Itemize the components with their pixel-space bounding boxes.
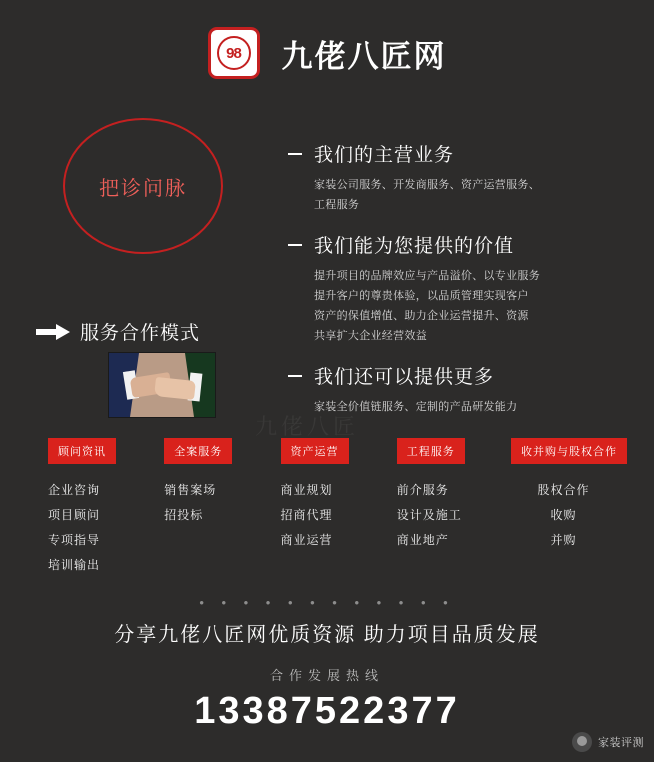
service-item-list (46, 478, 151, 578)
service-column-header: 工程服务 (397, 438, 465, 464)
service-column-header: 全案服务 (164, 438, 232, 464)
service-item: 前介服务 (396, 483, 449, 497)
service-item: 并购 (550, 533, 577, 547)
service-item: 专项指导 (48, 533, 101, 547)
service-item-list (162, 478, 267, 528)
section-line: 共享扩大企业经营效益 (314, 330, 427, 342)
circle-badge-label: 把诊问脉 (99, 177, 187, 200)
service-item: 招商代理 (280, 508, 333, 522)
dash-icon (288, 244, 302, 246)
section-title: 我们的主营业务 (314, 145, 455, 166)
footer-slogan: 分享九佬八匠网优质资源 助力项目品质发展 (114, 624, 540, 646)
section-body (314, 397, 628, 417)
section-heading (288, 231, 628, 258)
service-column-header: 资产运营 (281, 438, 349, 464)
service-mode-row (36, 318, 200, 345)
service-column-consulting (46, 438, 151, 578)
service-item: 销售案场 (164, 483, 217, 497)
section-line: 提升项目的品牌效应与产品溢价、以专业服务 (314, 270, 540, 282)
section-line: 资产的保值增值、助力企业运营提升、资源 (314, 310, 529, 322)
service-column-asset-operation (279, 438, 384, 578)
dash-icon (288, 375, 302, 377)
section-body (314, 266, 628, 346)
service-column-engineering (395, 438, 500, 578)
section-line: 提升客户的尊贵体验，以品质管理实现客户 (314, 290, 529, 302)
section-body (314, 175, 628, 215)
section-heading (288, 140, 628, 167)
credit-watermark (572, 732, 644, 752)
service-item: 商业地产 (396, 533, 449, 547)
service-item: 项目顾问 (48, 508, 101, 522)
section-more (288, 362, 628, 417)
dotted-divider: • • • • • • • • • • • • (199, 595, 455, 610)
circle-badge (63, 118, 223, 254)
service-item: 招投标 (164, 508, 204, 522)
service-item-list (279, 478, 384, 553)
section-value (288, 231, 628, 346)
service-item: 商业规划 (280, 483, 333, 497)
section-line: 家装全价值链服务、定制的产品研发能力 (314, 401, 518, 413)
service-column-header: 收并购与股权合作 (511, 438, 627, 464)
section-main-business (288, 140, 628, 215)
service-item: 培训输出 (48, 558, 101, 572)
service-item: 企业咨询 (48, 483, 101, 497)
brand-logo-icon (208, 27, 260, 79)
page-title: 九佬八匠网 (281, 38, 447, 74)
arrow-right-icon (36, 324, 70, 340)
center-watermark: 九佬八匠 (255, 414, 360, 439)
service-item: 设计及施工 (396, 508, 462, 522)
header (0, 20, 654, 86)
handshake-hand-right (154, 377, 196, 400)
section-line: 工程服务 (314, 199, 360, 211)
service-column-header: 顾问资讯 (48, 438, 116, 464)
section-title: 我们还可以提供更多 (314, 367, 495, 388)
service-column-ma (511, 438, 616, 578)
handshake-image (108, 352, 216, 418)
avatar (572, 732, 592, 752)
service-column-full-service (162, 438, 267, 578)
service-mode-label: 服务合作模式 (80, 323, 201, 344)
section-heading (288, 362, 628, 389)
hotline-label: 合作发展热线 (269, 668, 384, 683)
credit-label: 家装评测 (598, 737, 644, 749)
service-item: 商业运营 (280, 533, 333, 547)
service-item: 收购 (550, 508, 577, 522)
sections-list (288, 140, 628, 433)
section-title: 我们能为您提供的价值 (314, 236, 515, 257)
service-item-list (511, 478, 616, 553)
dash-icon (288, 153, 302, 155)
service-item: 股权合作 (537, 483, 590, 497)
hotline-number: 13387522377 (194, 690, 460, 732)
section-line: 家装公司服务、开发商服务、资产运营服务、 (314, 179, 540, 191)
logo-number: 98 (217, 36, 251, 70)
services-grid (46, 438, 616, 578)
service-item-list (395, 478, 500, 553)
